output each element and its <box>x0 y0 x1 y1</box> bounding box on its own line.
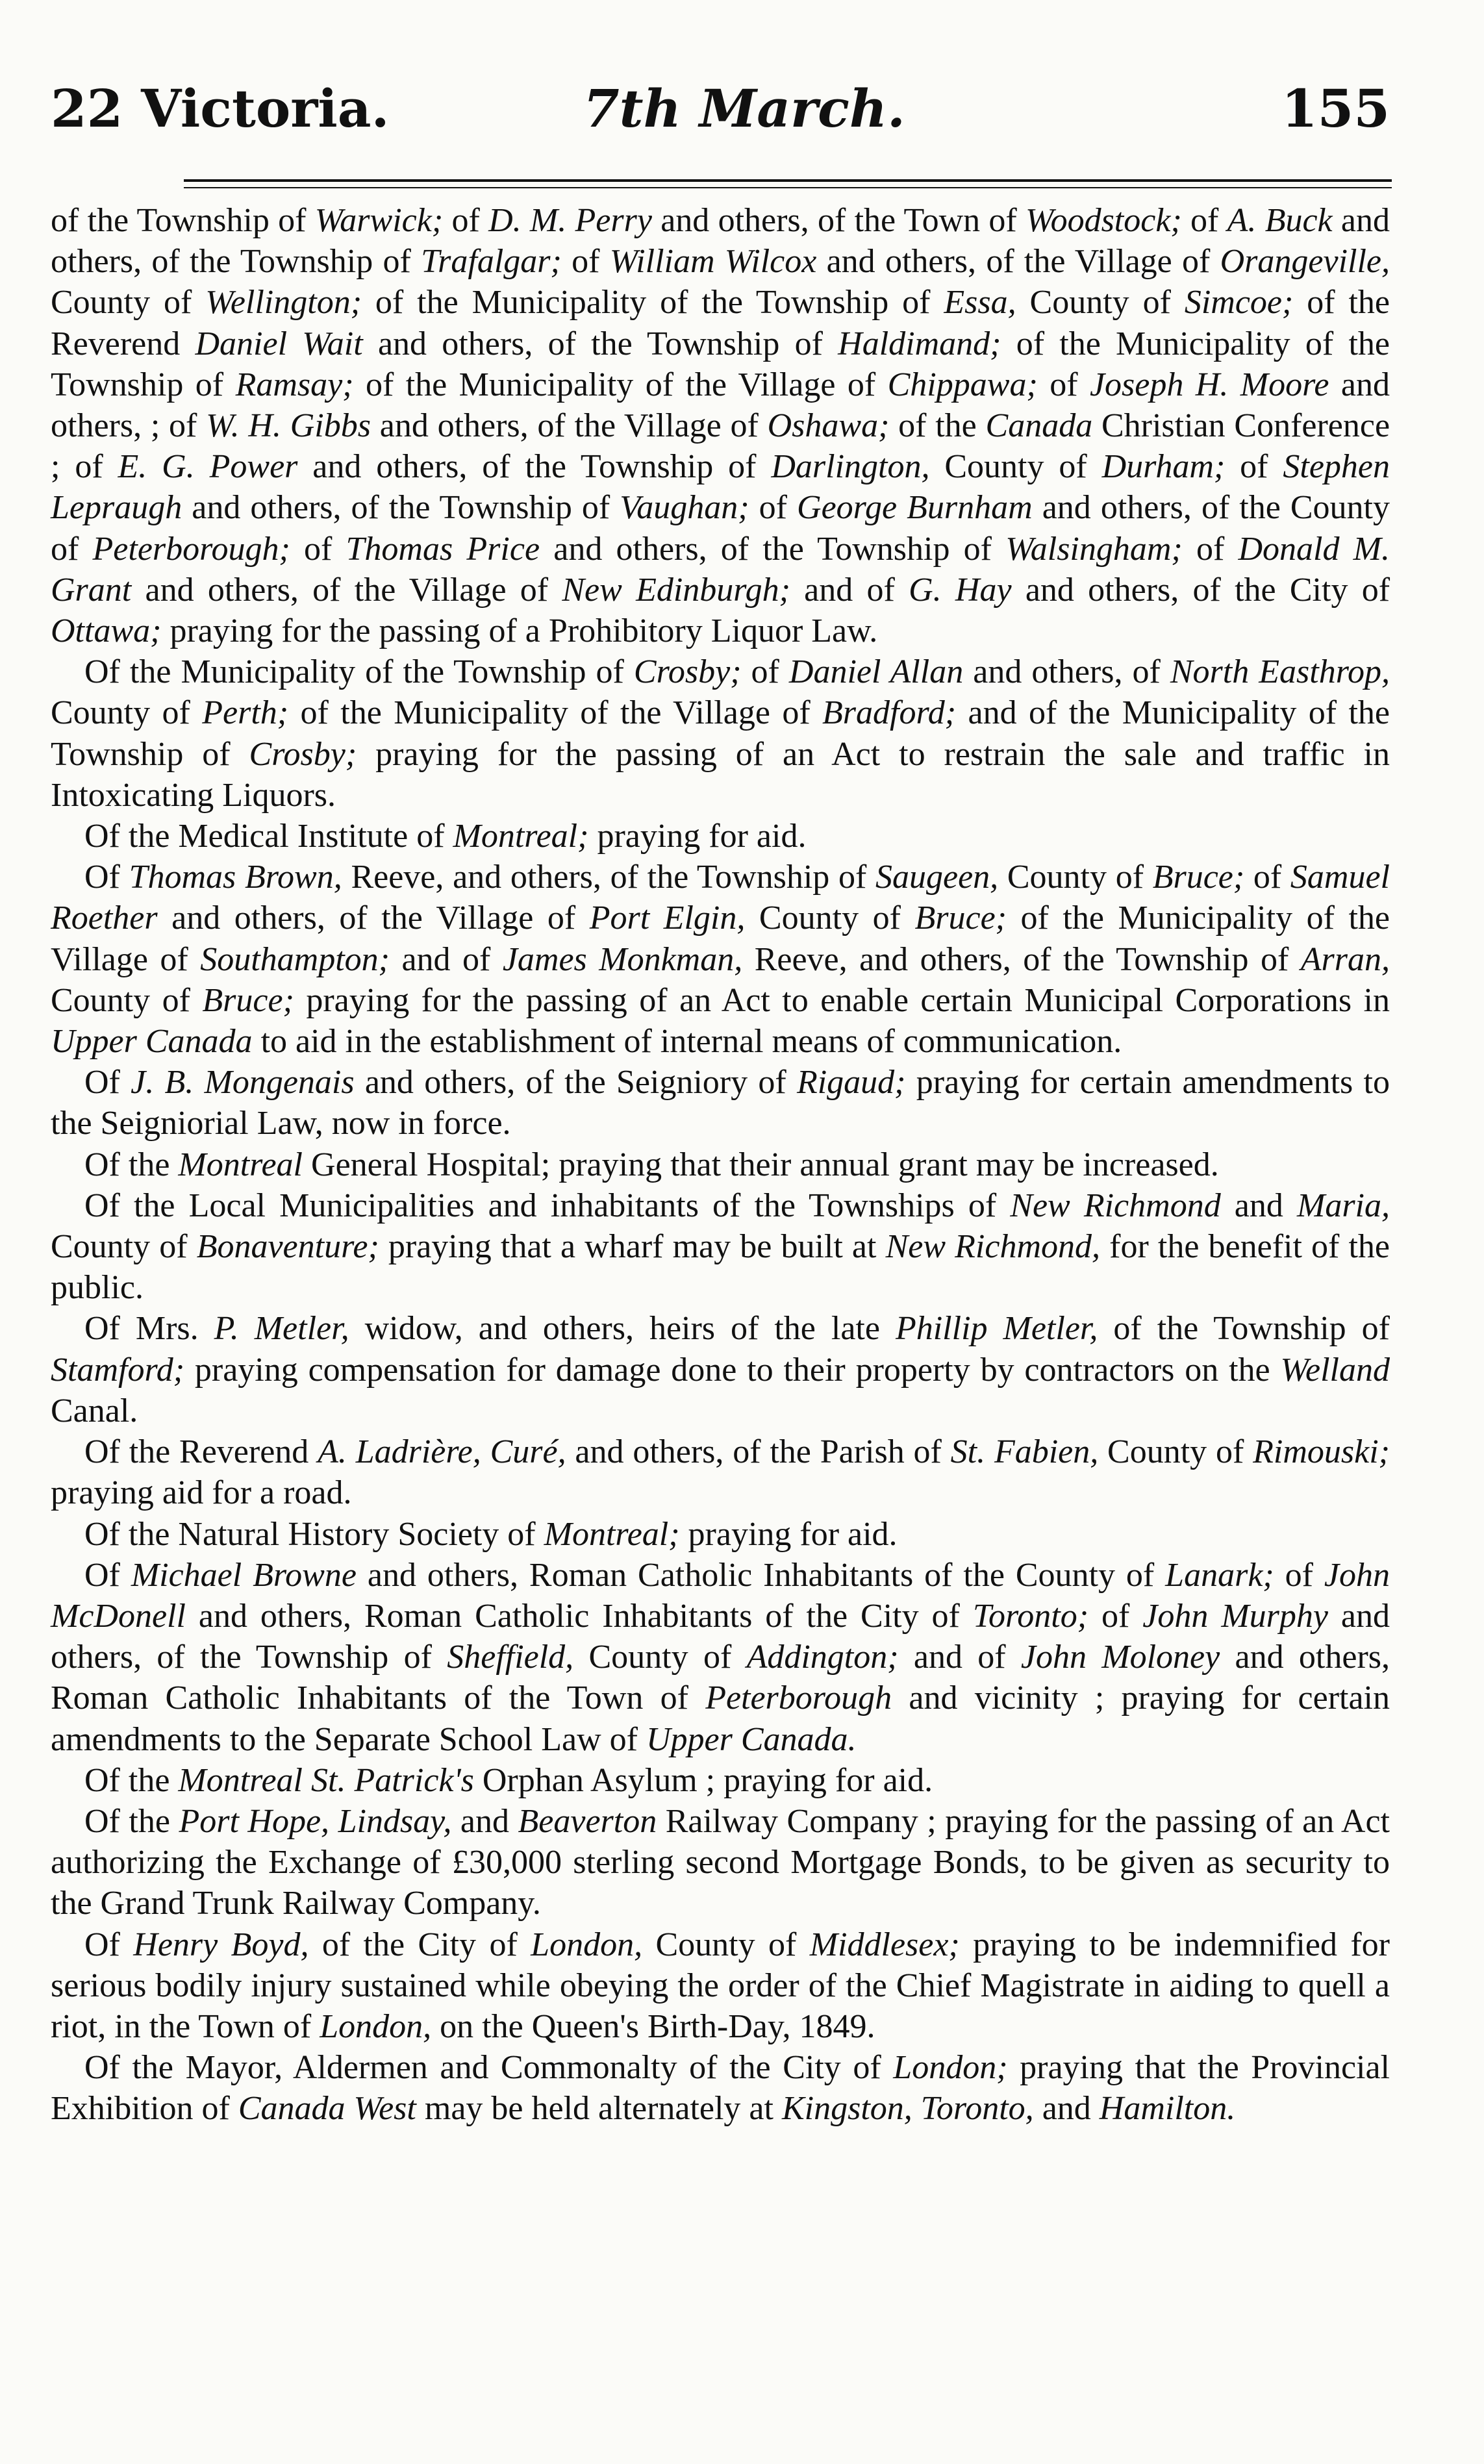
italic-name: E. G. Power <box>118 448 298 486</box>
text-run: Canal. <box>51 1392 138 1429</box>
italic-name: Middlesex; <box>809 1926 960 1963</box>
text-run: Of the Municipality of the Township of <box>84 653 634 691</box>
text-run: County of <box>51 1228 197 1266</box>
italic-name: A. Ladrière, Curé, <box>318 1433 566 1471</box>
italic-name: Michael Browne <box>131 1556 357 1594</box>
italic-name: Crosby; <box>249 735 357 773</box>
petition-paragraph <box>51 2047 1390 2129</box>
text-run: and others, of the City of <box>1011 571 1390 609</box>
text-run: of <box>1244 859 1290 896</box>
text-run: of <box>1182 530 1239 568</box>
italic-name: Donald M. Grant <box>51 530 1390 609</box>
text-run: Of <box>84 1064 131 1101</box>
italic-name: Lanark; <box>1165 1556 1274 1594</box>
text-run: and others, of the Township of <box>362 325 838 362</box>
text-run: and of <box>389 940 503 978</box>
italic-name: Wellington; <box>205 284 362 321</box>
text-run: praying for certain amendments to the Seigniorial Law, now in force. <box>51 1064 1390 1142</box>
text-run: praying for the passing of a Prohibitory Liquor Law. <box>161 612 878 650</box>
text-run: of <box>741 653 789 691</box>
text-run: and others, of the Township of <box>51 202 1390 281</box>
text-run: praying for aid. <box>679 1515 898 1553</box>
text-run: Reeve, and others, of the Township of <box>742 940 1301 978</box>
italic-name: North Easthrop, <box>1170 653 1390 691</box>
italic-name: John Murphy <box>1142 1597 1328 1635</box>
petition-paragraph <box>51 1924 1390 2048</box>
italic-name: W. H. Gibbs <box>206 407 371 445</box>
text-run: of <box>1274 1556 1324 1594</box>
text-run: to aid in the establishment of internal means of communication. <box>252 1023 1122 1061</box>
italic-name: Montreal; <box>453 818 589 855</box>
italic-name: Montreal; <box>544 1515 680 1553</box>
text-run: County of <box>745 899 915 937</box>
italic-name: New Richmond, <box>885 1228 1100 1266</box>
text-run: and <box>1220 1187 1297 1224</box>
text-run: of <box>290 530 346 568</box>
text-run: and others, ; of <box>51 366 1390 445</box>
text-run: County of <box>1098 1433 1253 1471</box>
text-run: praying that a wharf may be built at <box>379 1228 886 1266</box>
text-run: and others, of the Township of <box>540 530 1006 568</box>
italic-name: Thomas Price <box>346 530 540 568</box>
italic-name: Hamilton. <box>1099 2090 1236 2128</box>
text-run: of <box>1088 1597 1143 1635</box>
text-run: Christian Conference ; of <box>51 407 1390 486</box>
text-run: County of <box>51 694 203 732</box>
text-run: Reeve, and others, of the Township of <box>342 859 875 896</box>
italic-name: Montreal St. Patrick's <box>178 1761 474 1799</box>
italic-name: Ottawa; <box>51 612 162 650</box>
italic-name: St. Fabien, <box>950 1433 1099 1471</box>
italic-name: Woodstock; <box>1025 202 1182 239</box>
italic-name: Kingston, Toronto, <box>781 2090 1034 2128</box>
italic-name: Bruce; <box>1152 859 1245 896</box>
text-run: of the Municipality of the Township of <box>362 284 944 321</box>
italic-name: Rigaud; <box>796 1064 906 1101</box>
text-run: and of the Municipality of the Township of <box>51 694 1390 773</box>
text-run: County of <box>573 1639 747 1676</box>
text-run: praying to be indemnified for serious bodily injury sustained while obeying the order of the Chief Magistrate in aiding to quell a riot, in the Town of <box>51 1926 1390 2045</box>
text-run: of <box>443 202 489 239</box>
text-run: praying that the Provincial Exhibition of <box>51 2049 1390 2128</box>
text-run: Of the <box>84 1761 179 1799</box>
text-run: of the Reverend <box>51 284 1390 362</box>
italic-name: Peterborough <box>705 1679 892 1717</box>
text-run: County of <box>51 981 203 1019</box>
header-rule-thin <box>184 187 1392 188</box>
date-label: 7th March. <box>583 78 905 139</box>
text-run: of <box>1225 448 1283 486</box>
italic-name: Oshawa; <box>767 407 890 445</box>
header-rule-thick <box>184 179 1392 182</box>
italic-name: Port Elgin, <box>589 899 746 937</box>
text-run: and <box>451 1802 518 1840</box>
text-run: and others, Roman Catholic Inhabitants of the Town of <box>51 1639 1390 1717</box>
page-number: 155 <box>1281 78 1390 139</box>
text-run: widow, and others, heirs of the late <box>349 1310 896 1348</box>
italic-name: Arran, <box>1300 940 1390 978</box>
text-run: praying for the passing of an Act to enable certain Municipal Corporations in <box>294 981 1390 1019</box>
text-run: of the City of <box>308 1926 531 1963</box>
text-run: of the Municipality of the Village of <box>51 899 1390 978</box>
italic-name: Bruce; <box>202 981 294 1019</box>
italic-name: Beaverton <box>518 1802 657 1840</box>
italic-name: Saugeen, <box>875 859 999 896</box>
text-run: for the benefit of the public. <box>51 1228 1390 1307</box>
italic-name: Trafalgar; <box>421 243 562 281</box>
italic-name: London, <box>531 1926 643 1963</box>
text-run: praying aid for a road. <box>51 1474 352 1512</box>
petition-paragraph <box>51 1431 1390 1513</box>
text-run: and of <box>790 571 909 609</box>
italic-name: Darlington, <box>771 448 930 486</box>
italic-name: Sheffield, <box>447 1639 574 1676</box>
text-run: Of Mrs. <box>84 1310 214 1348</box>
italic-name: G. Hay <box>909 571 1012 609</box>
text-run: and of <box>898 1639 1021 1676</box>
text-run: Of the Reverend <box>84 1433 318 1471</box>
text-run: of <box>1181 202 1227 239</box>
text-run: and others, of the Town of <box>651 202 1026 239</box>
text-run: of <box>749 489 798 527</box>
text-run: of <box>1037 366 1090 403</box>
italic-name: London; <box>893 2049 1008 2087</box>
italic-name: D. M. Perry <box>488 202 652 239</box>
italic-name: John Moloney <box>1020 1639 1220 1676</box>
text-run: of the Township of <box>51 202 315 239</box>
italic-name: London, <box>320 2007 432 2045</box>
italic-name: Welland <box>1280 1351 1390 1389</box>
text-run: praying compensation for damage done to their property by contractors on the <box>184 1351 1281 1389</box>
text-run: of <box>561 243 610 281</box>
text-run: of the Municipality of the Township of <box>51 325 1390 403</box>
text-run: and others, of the Parish of <box>566 1433 951 1471</box>
italic-name: J. B. Mongenais <box>131 1064 355 1101</box>
italic-name: New Edinburgh; <box>562 571 790 609</box>
petition-paragraph <box>51 1555 1390 1760</box>
italic-name: Addington; <box>746 1639 899 1676</box>
text-run: Of the Natural History Society of <box>84 1515 544 1553</box>
italic-name: Montreal <box>178 1146 303 1183</box>
text-run: Of <box>84 1926 134 1963</box>
petition-paragraph <box>51 1308 1390 1431</box>
text-run: Of the Medical Institute of <box>84 818 453 855</box>
text-run: of the Township of <box>1098 1310 1390 1348</box>
italic-name: Upper Canada <box>51 1023 253 1061</box>
text-run: of the Municipality of the Village of <box>353 366 888 403</box>
text-run: and others, of the Township of <box>297 448 772 486</box>
italic-name: Walsingham; <box>1005 530 1183 568</box>
text-run: Of <box>84 859 129 896</box>
italic-name: Essa, <box>944 284 1016 321</box>
text-run: County of <box>51 284 206 321</box>
petition-paragraph <box>51 1760 1390 1801</box>
italic-name: Warwick; <box>314 202 444 239</box>
text-run: praying for aid. <box>588 818 807 855</box>
text-run: and others, of <box>963 653 1170 691</box>
italic-name: Bruce; <box>914 899 1007 937</box>
page-header <box>51 73 1390 144</box>
italic-name: Haldimand; <box>838 325 1001 362</box>
text-run: Of the Local Municipalities and inhabitants of the Townships of <box>84 1187 1011 1224</box>
text-run: Of the <box>84 1146 179 1183</box>
italic-name: James Monkman, <box>502 940 743 978</box>
italic-name: Perth; <box>202 694 289 732</box>
italic-name: A. Buck <box>1227 202 1333 239</box>
petition-paragraph <box>51 200 1390 651</box>
italic-name: Toronto; <box>972 1597 1089 1635</box>
italic-name: Bradford; <box>822 694 957 732</box>
italic-name: Thomas Brown, <box>129 859 342 896</box>
petition-paragraph <box>51 1062 1390 1144</box>
petition-paragraph <box>51 857 1390 1062</box>
text-run: Of <box>84 1556 131 1594</box>
text-run: on the Queen's Birth-Day, 1849. <box>431 2007 875 2045</box>
italic-name: Southampton; <box>200 940 390 978</box>
text-run: County of <box>929 448 1102 486</box>
italic-name: Stamford; <box>51 1351 185 1389</box>
italic-name: George Burnham <box>797 489 1033 527</box>
text-run: and others, of the Seigniory of <box>354 1064 797 1101</box>
italic-name: Simcoe; <box>1184 284 1294 321</box>
italic-name: Henry Boyd, <box>133 1926 309 1963</box>
text-run: County of <box>998 859 1153 896</box>
text-run: and others, of the Village of <box>131 571 562 609</box>
text-run: of the <box>889 407 986 445</box>
italic-name: Maria, <box>1297 1187 1390 1224</box>
text-run: and vicinity ; praying for certain amendments to the Separate School Law of <box>51 1679 1390 1758</box>
italic-name: Port Hope, Lindsay, <box>179 1802 452 1840</box>
italic-name: Samuel Roether <box>51 859 1390 937</box>
petition-paragraph <box>51 651 1390 816</box>
text-run: Orphan Asylum ; praying for aid. <box>473 1761 933 1799</box>
italic-name: Orangeville, <box>1220 243 1390 281</box>
italic-name: John McDonell <box>51 1556 1390 1635</box>
italic-name: Daniel Allan <box>788 653 964 691</box>
petition-paragraph <box>51 1514 1390 1555</box>
petitions-text <box>51 200 1390 2130</box>
italic-name: Crosby; <box>633 653 742 691</box>
italic-name: Canada <box>985 407 1093 445</box>
italic-name: Daniel Wait <box>195 325 363 362</box>
text-run: Of the Mayor, Aldermen and Commonalty of the City of <box>84 2049 894 2087</box>
text-run: County of <box>642 1926 810 1963</box>
italic-name: P. Metler, <box>214 1310 349 1348</box>
italic-name: Durham; <box>1101 448 1226 486</box>
text-run: and <box>1033 2090 1100 2128</box>
text-run: and others, of the Township of <box>51 1597 1390 1676</box>
italic-name: William Wilcox <box>609 243 817 281</box>
italic-name: Vaughan; <box>620 489 749 527</box>
italic-name: Stephen Lepraugh <box>51 448 1390 527</box>
text-run: praying for the passing of an Act to restrain the sale and traffic in Intoxicating Liquors. <box>51 735 1390 814</box>
italic-name: Joseph H. Moore <box>1089 366 1329 403</box>
text-run: County of <box>1016 284 1185 321</box>
petition-paragraph <box>51 1801 1390 1924</box>
petition-paragraph <box>51 1144 1390 1185</box>
text-run: Of the <box>84 1802 179 1840</box>
italic-name: Chippawa; <box>887 366 1038 403</box>
text-run: and others, of the Village of <box>816 243 1220 281</box>
italic-name: Bonaventure; <box>196 1228 379 1266</box>
italic-name: Upper Canada. <box>646 1720 857 1758</box>
italic-name: Phillip Metler, <box>895 1310 1098 1348</box>
text-run: and others, Roman Catholic Inhabitants of the County of <box>356 1556 1166 1594</box>
text-run: and others, Roman Catholic Inhabitants of the City of <box>185 1597 973 1635</box>
italic-name: New Richmond <box>1010 1187 1221 1224</box>
petition-paragraph <box>51 1185 1390 1309</box>
text-run: General Hospital; praying that their annual grant may be increased. <box>303 1146 1219 1183</box>
italic-name: Ramsay; <box>235 366 354 403</box>
text-run: and others, of the Township of <box>182 489 620 527</box>
italic-name: Peterborough; <box>92 530 290 568</box>
text-run: and others, of the Village of <box>370 407 768 445</box>
petition-paragraph <box>51 816 1390 857</box>
text-run: and others, of the Village of <box>157 899 590 937</box>
text-run: Railway Company ; praying for the passing of an Act authorizing the Exchange of £30,000 sterling second Mortgage Bonds, to be given as security to the Grand Trunk Railway Company. <box>51 1802 1390 1922</box>
text-run: of the Municipality of the Village of <box>288 694 823 732</box>
italic-name: Rimouski; <box>1253 1433 1390 1471</box>
session-label: 22 Victoria. <box>51 78 390 139</box>
text-run: and others, of the County of <box>51 489 1390 568</box>
italic-name: Canada West <box>238 2090 416 2128</box>
text-run: may be held alternately at <box>416 2090 782 2128</box>
